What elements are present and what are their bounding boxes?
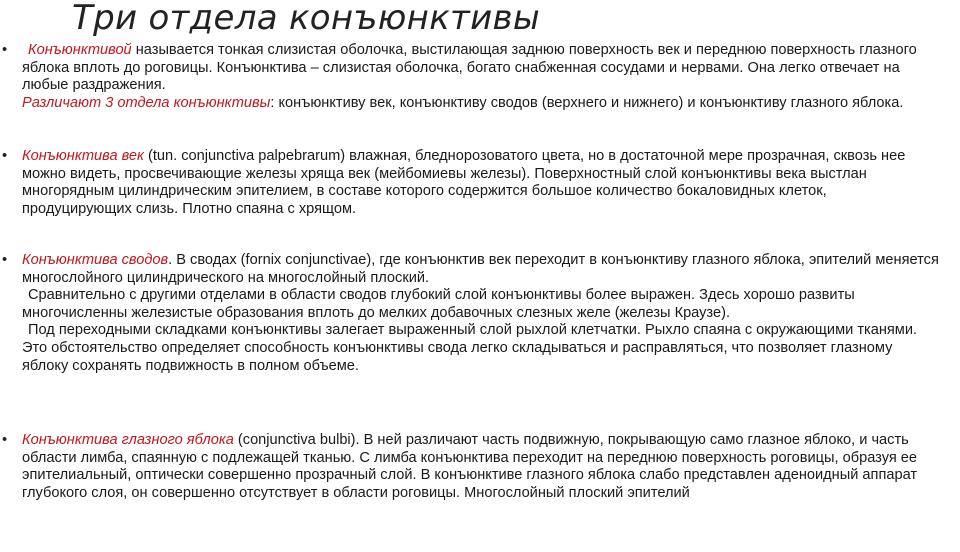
highlight-term: Конъюнктива глазного яблока <box>22 432 234 448</box>
paragraph <box>22 432 940 502</box>
list-item-bulbar-conjunctiva <box>0 432 940 552</box>
list-item-eyelid-conjunctiva <box>0 148 940 240</box>
body-text: . В сводах (fornix conjunctivae), где конъюнктив век переходит в конъюнктиву глазного яблока, эпителий меняется многослойного цилиндрического на многослойный плоский. <box>22 252 939 286</box>
body-text: : конъюнктиву век, конъюнктиву сводов (верхнего и нижнего) и конъюнктиву глазного яблока. <box>270 94 904 111</box>
bullet-icon: • <box>2 432 8 448</box>
body-text: (conjunctiva bulbi). В ней различают часть подвижную, покрывающую само глазное яблоко, и часть области лимба, спаянную с подлежащей тканью. С лимба конъюнктива переходит на переднюю поверхность роговицы, образуя ее эпителиальный, оптически совершенно прозрачный слой. В конъюнктиве глазного яблока слабо представлен аденоидный аппарат глубокого слоя, он совершенно отсутствует в области роговицы. Многослойный плоский эпителий <box>22 432 918 501</box>
highlight-term: Различают 3 отдела конъюнктивы <box>22 94 271 111</box>
list-item-fornix-conjunctiva <box>0 252 940 422</box>
bullet-icon: • <box>2 148 8 164</box>
bullet-icon: • <box>2 42 8 58</box>
highlight-term: Конъюнктива век <box>22 148 144 164</box>
paragraph <box>22 287 940 322</box>
body-text: Сравнительно с другими отделами в области сводов глубокий слой конъюнктивы более выражен. Здесь хорошо развиты многочисленны железистые образования вплоть до мелких добавочных слезных желе (железы Краузе). <box>22 287 855 321</box>
highlight-term: Конъюнктива сводов <box>22 252 169 268</box>
paragraph <box>22 252 940 287</box>
bullet-icon: • <box>2 252 8 268</box>
body-text: (tun. conjunctiva palpebrarum) влажная, бледнорозоватого цвета, но в достаточной мере прозрачная, сквозь нее можно видеть, просвечивающие железы хряща век (мейбомиевы железы). Поверхностный слой конъюнктивы века выстлан многорядным цилиндрическим эпителием, в составе которого содержится большое количество бокаловидных клеток, продуцирующих слизь. Плотно спаяна с хрящом. <box>22 148 906 217</box>
paragraph <box>22 322 940 375</box>
highlight-term: Конъюнктивой <box>28 42 132 58</box>
list-item-definition <box>0 42 940 138</box>
body-text: Под переходными складками конъюнктивы залегает выраженный слой рыхлой клетчатки. Рыхло спаяна с окружающими тканями. Это обстоятельство определяет способность конъюнктивы свода легко складываться и расправляться, что позволяет глазному яблоку сохранять подвижность в полном объеме. <box>22 322 918 374</box>
bullet-list <box>0 42 960 552</box>
paragraph <box>22 42 940 112</box>
body-text: называется тонкая слизистая оболочка, выстилающая заднюю поверхность век и переднюю поверхность глазного яблока вплоть до роговицы. Конъюнктива – слизистая оболочка, богато снабженная сосудами и нервами. Она легко отвечает на любые раздражения. <box>22 42 917 94</box>
paragraph <box>22 148 940 218</box>
slide-title: Три отдела конъюнктивы <box>72 0 541 38</box>
